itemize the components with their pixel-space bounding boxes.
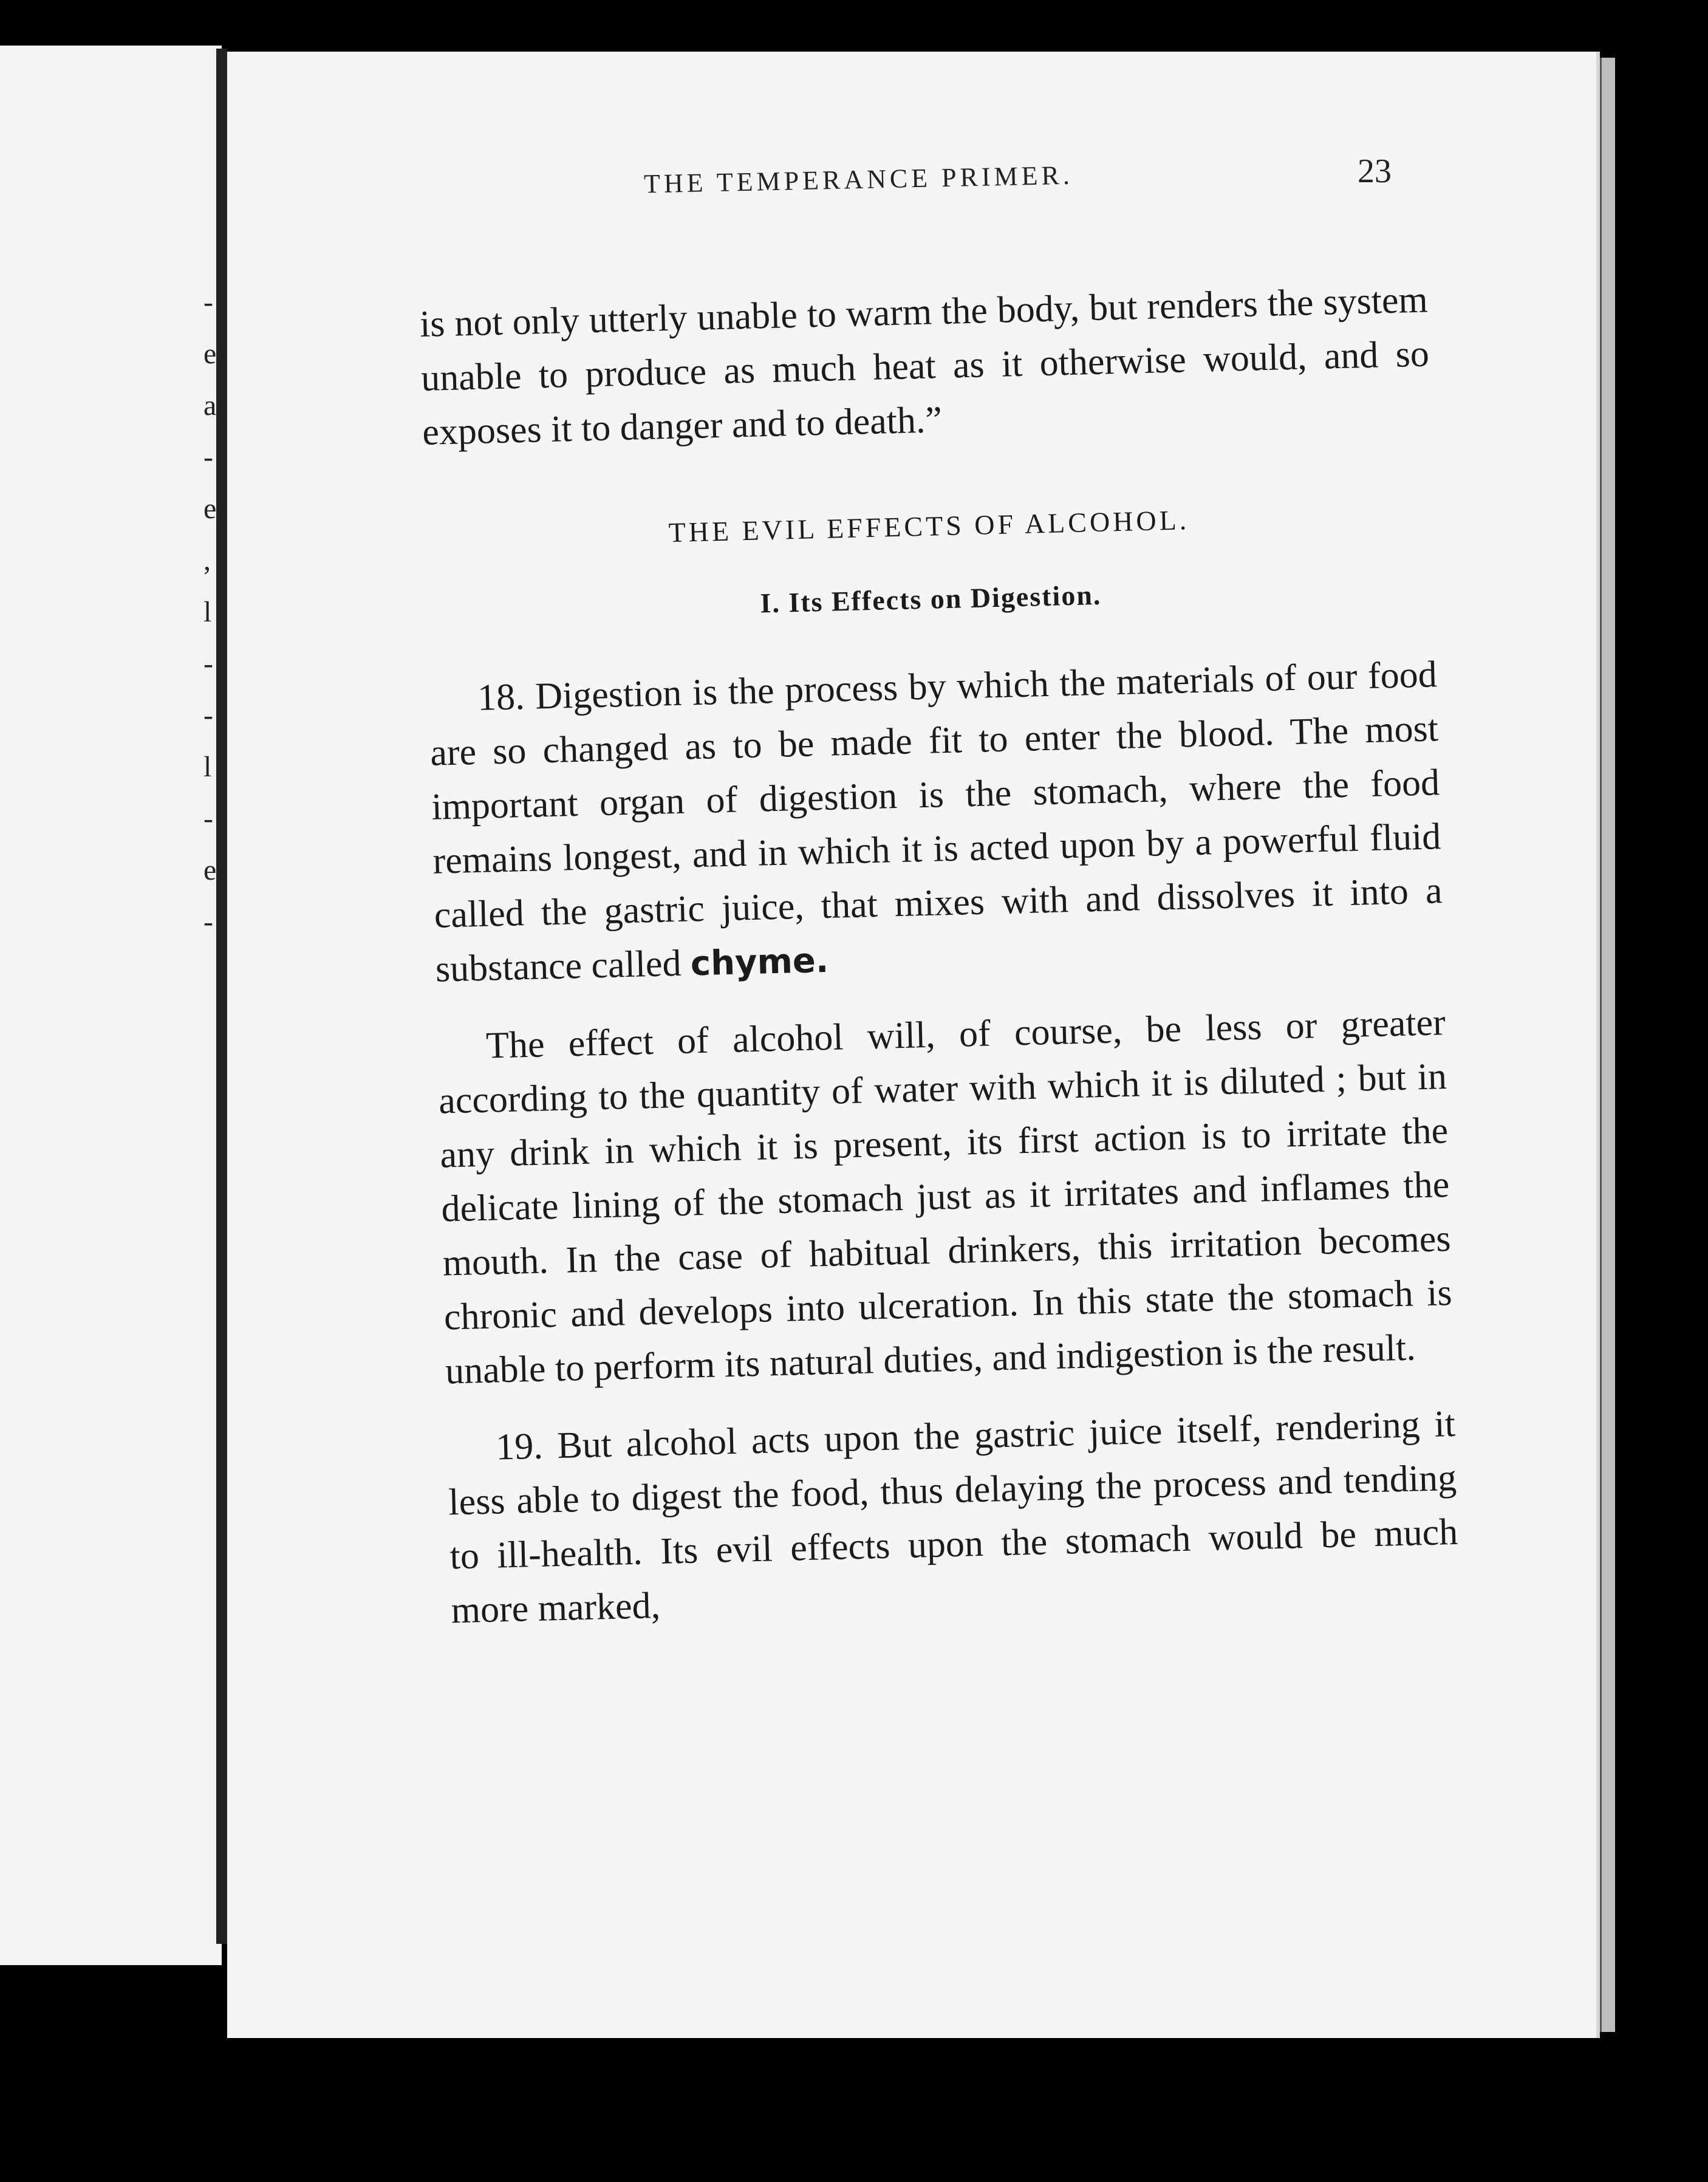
running-title: THE TEMPERANCE PRIMER.: [643, 160, 1074, 199]
edge-char: -: [203, 802, 213, 835]
page-edge: [1600, 58, 1615, 2032]
page-number: 23: [1358, 152, 1392, 190]
paragraph-18: [428, 648, 1444, 997]
edge-char: e: [203, 854, 217, 886]
edge-char: -: [203, 286, 213, 318]
paragraph-effect: The effect of alcohol will, of course, be less or greater according to the quantity of water with which it is diluted ; but in any drink in which it is present, its first action is to irritate the delicate lining of the stomach just as it irritates and inflames the mouth. In the case of habitual drinkers, this irritation becomes chronic and develops into ulceration. In this state the stomach is unable to perform its natural duties, and indigestion is the result.: [438, 1002, 1453, 1392]
book-gutter: [216, 49, 227, 1944]
edge-char: a: [203, 389, 217, 422]
edge-char: ,: [203, 544, 211, 576]
subsection-title: I. Its Effects on Digestion.: [759, 579, 1102, 619]
edge-char: l: [203, 751, 212, 783]
left-facing-page: [0, 46, 222, 1965]
edge-char: -: [203, 906, 213, 938]
paragraph-number: 18.: [477, 675, 525, 719]
edge-char: -: [203, 441, 213, 473]
paragraph-text: Digestion is the process by which the materials of our food are so changed as to be made fit to enter the blood. The most important organ of digestion is the stomach, where the food remains longest, and in which it is acted upon by a powerful fluid called the gastric juice, that mixes with and dissolves it into a substance called: [429, 654, 1443, 990]
paragraph-19: [446, 1397, 1460, 1638]
edge-char: e: [203, 338, 217, 370]
emphasized-term: chyme.: [690, 940, 829, 984]
edge-char: -: [203, 699, 213, 731]
edge-char: e: [203, 493, 217, 525]
section-title: THE EVIL EFFECTS OF ALCOHOL.: [668, 504, 1190, 549]
edge-char: -: [203, 648, 213, 680]
paragraph-number: 19.: [495, 1425, 544, 1468]
edge-char: l: [203, 596, 212, 628]
paragraph-text: But alcohol acts upon the gastric juice itself, rendering it less able to digest the food, thus delaying the process and tending to ill-health. Its evil effects upon the stomach would be much more marked,: [448, 1403, 1458, 1632]
continuation-paragraph: is not only utterly unable to warm the body, but renders the system unable to produce as much heat as it otherwise would, and so exposes it to danger and to death.”: [419, 279, 1430, 453]
page-body: [419, 273, 1460, 1638]
running-header: [413, 140, 1415, 199]
